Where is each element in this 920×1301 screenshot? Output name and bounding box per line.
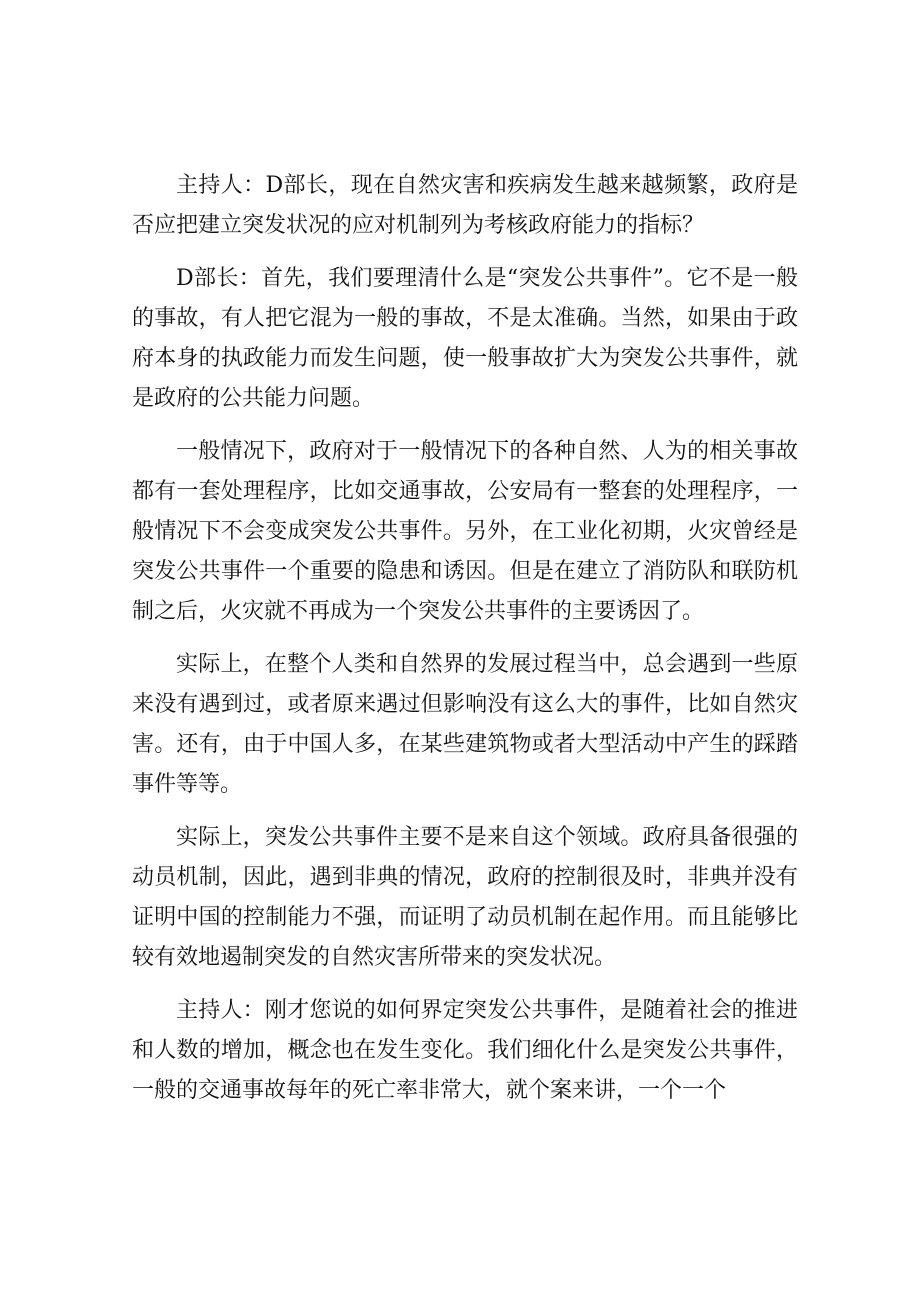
paragraph-mobilization: 实际上，突发公共事件主要不是来自这个领域。政府具备很强的动员机制，因此，遇到非典的情况，政府的控制很及时，非典并没有证明中国的控制能力不强，而证明了动员机制在起作用。而且能够比较有效地遏制突发的自然灾害所带来的突发状况。 xyxy=(132,825,798,970)
paragraph-d-answer: D部长：首先，我们要理清什么是“突发公共事件”。它不是一般的事故，有人把它混为一般的事故，不是太准确。当然，如果由于政府本身的执政能力而发生问题，使一般事故扩大为突发公共事件，就是政府的公共能力问题。 xyxy=(132,266,798,411)
paragraph-general-situation: 一般情况下，政府对于一般情况下的各种自然、人为的相关事故都有一套处理程序，比如交通事故，公安局有一整套的处理程序，一般情况下不会变成突发公共事件。另外，在工业化初期，火灾曾经是突发公共事件一个重要的隐患和诱因。但是在建立了消防队和联防机制之后，火灾就不再成为一个突发公共事件的主要诱因了。 xyxy=(132,439,798,624)
paragraph-development-process: 实际上，在整个人类和自然界的发展过程当中，总会遇到一些原来没有遇到过，或者原来遇过但影响没有这么大的事件，比如自然灾害。还有，由于中国人多，在某些建筑物或者大型活动中产生的踩踏事件等等。 xyxy=(132,652,798,797)
document-body xyxy=(132,166,798,1124)
paragraph-host-question: 主持人：D部长，现在自然灾害和疾病发生越来越频繁，政府是否应把建立突发状况的应对机制列为考核政府能力的指标？ xyxy=(132,173,798,238)
paragraph-host-followup: 主持人：刚才您说的如何界定突发公共事件，是随着社会的推进和人数的增加，概念也在发生变化。我们细化什么是突发公共事件，一般的交通事故每年的死亡率非常大，就个案来讲，一个一个 xyxy=(132,998,798,1103)
